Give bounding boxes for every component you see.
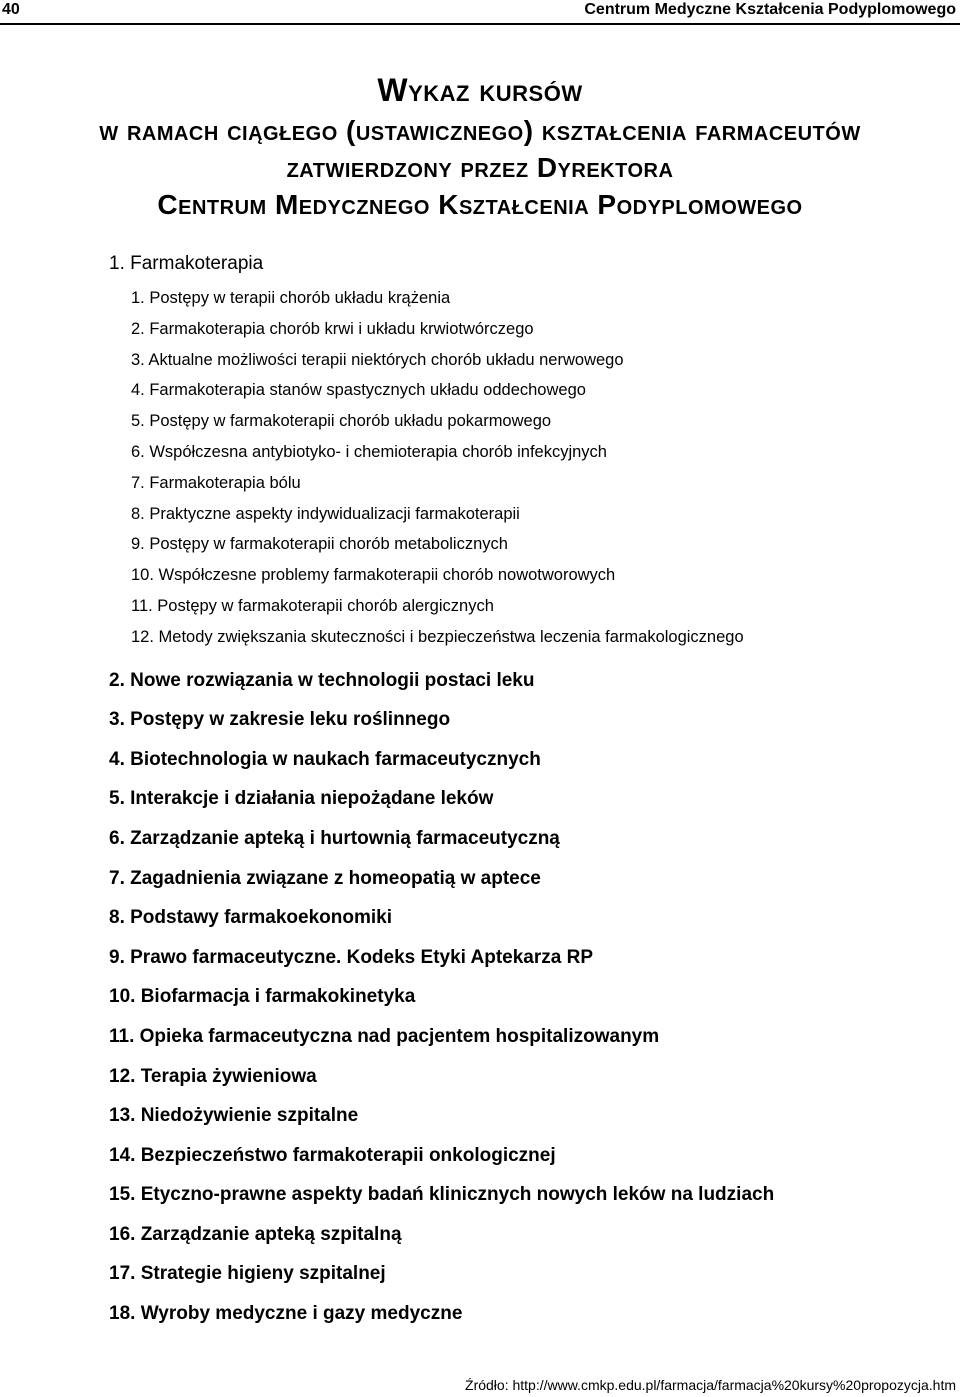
- list-item: 8. Praktyczne aspekty indywidualizacji farmakoterapii: [131, 504, 520, 523]
- list-item: 1. Postępy w terapii chorób układu krążenia: [131, 289, 451, 307]
- course-item: 9. Prawo farmaceutyczne. Kodeks Etyki Aptekarza RP: [109, 946, 593, 968]
- course-item: 5. Interakcje i działania niepożądane leków: [109, 788, 494, 810]
- course-item: 7. Zagadnienia związane z homeopatią w aptece: [109, 867, 541, 889]
- title-line-2: w ramach ciągłego (ustawicznego) kształcenia farmaceutów: [99, 115, 861, 146]
- list-item: 9. Postępy w farmakoterapii chorób metabolicznych: [131, 535, 508, 554]
- course-item: 18. Wyroby medyczne i gazy medyczne: [109, 1303, 463, 1325]
- course-item: 14. Bezpieczeństwo farmakoterapii onkologicznej: [109, 1144, 556, 1166]
- list-item: 10. Współczesne problemy farmakoterapii chorób nowotworowych: [131, 566, 616, 585]
- list-item: 6. Współczesna antybiotyko- i chemioterapia chorób infekcyjnych: [131, 442, 607, 461]
- title-line-4: Centrum Medycznego Kształcenia Podyplomowego: [157, 189, 803, 220]
- list-item: 11. Postępy w farmakoterapii chorób alergicznych: [131, 596, 494, 615]
- running-head: Centrum Medyczne Kształcenia Podyplomowego: [584, 1, 956, 18]
- page-number: 40: [2, 1, 20, 18]
- list-item: 4. Farmakoterapia stanów spastycznych układu oddechowego: [131, 381, 586, 400]
- list-item: 12. Metody zwiększania skuteczności i bezpieczeństwa leczenia farmakologicznego: [131, 627, 744, 646]
- list-item: 5. Postępy w farmakoterapii chorób układu pokarmowego: [131, 412, 552, 431]
- list-item: 7. Farmakoterapia bólu: [131, 473, 301, 492]
- course-item: 15. Etyczno-prawne aspekty badań klinicznych nowych leków na ludziach: [109, 1184, 775, 1206]
- section-heading-farmakoterapia: 1. Farmakoterapia: [109, 253, 264, 274]
- course-item: 2. Nowe rozwiązania w technologii postaci leku: [109, 669, 535, 691]
- header-divider: [0, 23, 960, 25]
- course-list: [109, 251, 939, 1334]
- course-item: 3. Postępy w zakresie leku roślinnego: [109, 709, 451, 731]
- course-item: 11. Opieka farmaceutyczna nad pacjentem hospitalizowanym: [109, 1025, 660, 1047]
- document-title: [0, 68, 960, 223]
- title-line-1: Wykaz kursów: [377, 72, 583, 108]
- list-item: 2. Farmakoterapia chorób krwi i układu krwiotwórczego: [131, 319, 534, 338]
- course-item: 6. Zarządzanie apteką i hurtownią farmaceutyczną: [109, 827, 560, 849]
- title-line-3: zatwierdzony przez Dyrektora: [286, 152, 674, 183]
- course-item: 16. Zarządzanie apteką szpitalną: [109, 1223, 402, 1245]
- course-item: 17. Strategie higieny szpitalnej: [109, 1263, 386, 1285]
- course-item: 13. Niedożywienie szpitalne: [109, 1105, 359, 1127]
- list-item: 3. Aktualne możliwości terapii niektórych chorób układu nerwowego: [131, 350, 624, 369]
- course-item: 12. Terapia żywieniowa: [109, 1065, 317, 1087]
- farmakoterapia-sublist: [131, 283, 939, 653]
- course-item: 4. Biotechnologia w naukach farmaceutycznych: [109, 748, 541, 770]
- main-course-list: [109, 661, 939, 1334]
- course-item: 8. Podstawy farmakoekonomiki: [109, 907, 392, 929]
- course-item: 10. Biofarmacja i farmakokinetyka: [109, 986, 416, 1008]
- source-note: Źródło: http://www.cmkp.edu.pl/farmacja/farmacja%20kursy%20propozycja.htm: [465, 1377, 956, 1393]
